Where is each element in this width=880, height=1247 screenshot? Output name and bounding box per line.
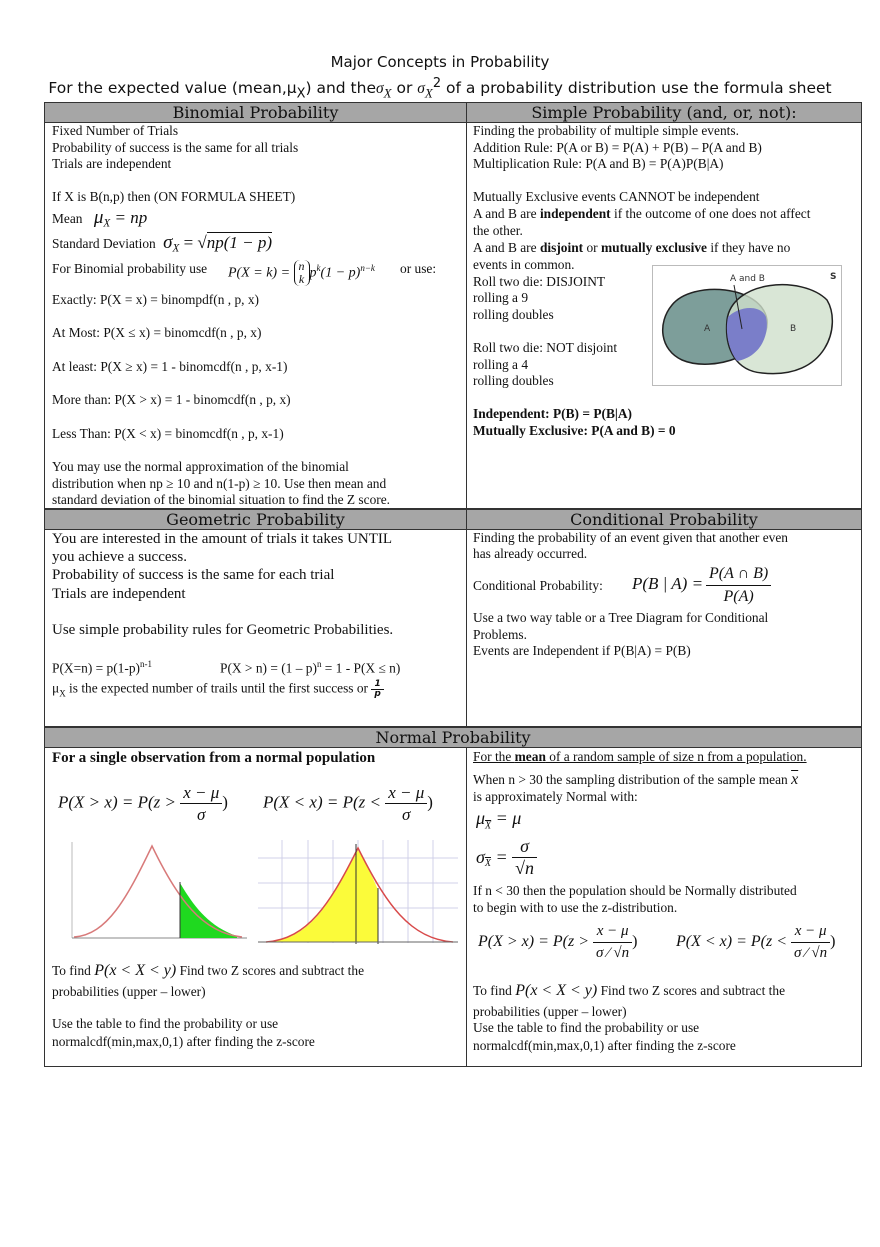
geo-f2b: n [316, 659, 322, 669]
binomial-lessthan: Less Than: P(X < x) = binomcdf(n , p, x-1) [52, 426, 284, 441]
mu-symbol: μ [93, 207, 104, 228]
nf2-lhs: P(X < x) = P(z < [263, 792, 381, 812]
binomial-exactly: Exactly: P(X = x) = binompdf(n , p, x) [52, 292, 260, 307]
normal-table2: normalcdf(min,max,0,1) after finding the z-score [52, 1034, 315, 1049]
binomial-mean [52, 207, 148, 232]
sigma-symbol: σ [417, 80, 425, 98]
conditional-l3: Use a two way table or a Tree Diagram for Conditional [473, 610, 769, 625]
simple-l12: Roll two die: NOT disjoint [473, 340, 618, 355]
simple-l7a: A and B are [473, 240, 540, 255]
geometric-l2: you achieve a success. [52, 549, 187, 565]
normal-when2: is approximately Normal with: [473, 789, 638, 804]
conditional-l1: Finding the probability of an event given that another even [473, 530, 788, 545]
normal-curve-left-area [258, 838, 460, 950]
sig-eq: σ [476, 847, 485, 867]
binomial-atleast: At least: P(X ≥ x) = 1 - binomcdf(n , p, x-1) [52, 359, 288, 374]
sig-eq-sub: X [484, 858, 491, 870]
sig-den: √n [515, 858, 535, 878]
normal-mu-eq [476, 808, 521, 832]
simple-l10: rolling a 9 [473, 290, 529, 305]
binom-k: k [298, 271, 305, 286]
tofind-a: To find [52, 963, 95, 978]
sd-root: np(1 − p) [206, 233, 273, 252]
binomial-approx2: distribution when np ≥ 10 and n(1-p) ≥ 10. Use then mean and [52, 476, 387, 491]
nf1-rp: ) [222, 792, 228, 812]
binom-n: n [298, 258, 305, 273]
normal-when1 [473, 772, 798, 789]
subtitle-sub: X [296, 86, 306, 102]
tofind-c: Find two Z scores and subtract the [176, 963, 365, 978]
simple-l11: rolling doubles [473, 307, 554, 322]
geo-mu: μ [52, 680, 60, 696]
geo-mu-sub: X [59, 688, 66, 699]
normal-curve-right-tail [52, 838, 250, 950]
g1-rp: ) [632, 933, 638, 951]
conditional-cp-lhs: P(B | A) = [632, 574, 704, 593]
binomial-cell [44, 122, 467, 509]
binomial-atmost: At Most: P(X ≤ x) = binomcdf(n , p, x) [52, 325, 262, 340]
subtitle-part: For the expected value (mean,μ [48, 79, 297, 98]
g2-lhs: P(X < x) = P(z < [676, 933, 788, 951]
mean-label: Mean [52, 211, 83, 226]
geo-f2a: P(X > n) = (1 – p) [220, 660, 317, 676]
simple-l2: Addition Rule: P(A or B) = P(A) + P(B) – P(A and B) [473, 140, 762, 155]
venn-b-label: B [790, 324, 797, 334]
geometric-l3: Probability of success is the same for each trial [52, 567, 335, 583]
geometric-l4: Trials are independent [52, 586, 186, 602]
tofind-b: P(x < X < y) [94, 962, 177, 979]
binomial-l4: If X is B(n,p) then (ON FORMULA SHEET) [52, 189, 296, 204]
page-title: Major Concepts in Probability [330, 53, 550, 71]
normal-g1 [478, 921, 638, 964]
normal-header: Normal Probability [44, 727, 862, 748]
pmf-p: p [309, 265, 317, 281]
g1-den: σ ⁄ √n [596, 945, 630, 961]
cp-numerator: P(A ∩ B) [706, 563, 771, 586]
simple-l4: Mutually Exclusive events CANNOT be independent [473, 189, 760, 204]
binomial-approx1: You may use the normal approximation of the binomial [52, 459, 349, 474]
sig-num: σ [512, 836, 537, 858]
sample-a: For the [473, 749, 515, 764]
geo-f1b: n-1 [140, 659, 152, 669]
conditional-header: Conditional Probability [466, 509, 862, 530]
subtitle-part: or [391, 79, 418, 98]
normal-lt2: to begin with to use the z-distribution. [473, 900, 678, 915]
geometric-header: Geometric Probability [44, 509, 467, 530]
binomial-l1: Fixed Number of Trials [52, 123, 179, 138]
normal-table3: Use the table to find the probability or use [473, 1020, 700, 1035]
simple-l14: rolling doubles [473, 373, 554, 388]
normal-lt1: If n < 30 then the population should be Normally distributed [473, 883, 797, 898]
geometric-f1 [52, 656, 152, 677]
simple-l8: events in common. [473, 257, 575, 272]
geo-mu-text: is the expected number of trails until the first success or [65, 680, 372, 696]
cp-denominator: P(A) [723, 588, 754, 605]
subtitle-sub: X [383, 85, 392, 101]
when1-text: When n > 30 the sampling distribution of the sample mean [473, 772, 792, 787]
normal-f2 [263, 782, 433, 825]
sd-sub: X [172, 242, 180, 255]
mean-sub: X [103, 217, 111, 230]
conditional-l4: Problems. [473, 627, 527, 642]
nf2-den: σ [402, 805, 411, 824]
tofind2-b: P(x < X < y) [515, 982, 598, 999]
nf2-rp: ) [427, 792, 433, 812]
normal-tofind2-d: probabilities (upper – lower) [473, 1004, 627, 1019]
mu-eq-rhs: = μ [491, 808, 522, 828]
sigma-symbol: σ [163, 232, 173, 253]
normal-tofind [52, 963, 364, 980]
sig-eq-rhs: = [491, 847, 513, 867]
venn-s-label: S [830, 272, 837, 282]
simple-l16: Mutually Exclusive: P(A and B) = 0 [473, 423, 676, 438]
geo-f1a: P(X=n) = p(1-p) [52, 660, 140, 676]
normal-tofind-d: probabilities (upper – lower) [52, 984, 206, 999]
binomial-morethan: More than: P(X > x) = 1 - binomcdf(n , p, x) [52, 392, 291, 407]
geo-f2c: = 1 - P(X ≤ n) [321, 660, 401, 676]
geometric-l1: You are interested in the amount of trials it takes UNTIL [52, 531, 393, 547]
nf1-lhs: P(X > x) = P(z > [58, 792, 176, 812]
subtitle-sup: 2 [432, 76, 442, 91]
g2-den: σ ⁄ √n [794, 945, 828, 961]
binomial-header: Binomial Probability [44, 102, 467, 123]
mu-eq-sub: X [485, 820, 492, 832]
geo-frac-num: 1 [371, 680, 383, 690]
simple-header: Simple Probability (and, or, not): [466, 102, 862, 123]
normal-sig-eq [476, 836, 537, 879]
simple-l13: rolling a 4 [473, 357, 529, 372]
tofind2-c: Find two Z scores and subtract the [597, 983, 786, 998]
subtitle-sub: X [424, 85, 433, 101]
geometric-f2 [220, 656, 400, 677]
mean-rhs: = np [110, 208, 148, 227]
conditional-cp-frac [706, 563, 771, 608]
normal-tofind2 [473, 983, 785, 1000]
geometric-mu [52, 680, 384, 702]
simple-l1: Finding the probability of multiple simple events. [473, 123, 739, 138]
binomial-formula [228, 258, 375, 286]
normal-table4: normalcdf(min,max,0,1) after finding the z-score [473, 1038, 736, 1053]
xbar-symbol: $\overline{x}$ [791, 771, 799, 788]
normal-f1 [58, 782, 228, 825]
simple-l5b: independent [539, 206, 611, 221]
geometric-l5: Use simple probability rules for Geometric Probabilities. [52, 622, 394, 638]
page-subtitle [0, 76, 880, 101]
pmf-exp: n−k [360, 263, 375, 273]
normal-single: For a single observation from a normal population [52, 750, 376, 766]
simple-l7e: if they have no [706, 240, 791, 255]
simple-l5c: if the outcome of one does not affect [610, 206, 811, 221]
mu-eq: μ [476, 808, 486, 828]
binomial-sd [52, 232, 273, 257]
subtitle-part: of a probability distribution use the formula sheet [441, 79, 832, 98]
simple-l9: Roll two die: DISJOINT [473, 274, 606, 289]
simple-l7d: mutually exclusive [600, 240, 707, 255]
pmf-lhs: P(X = k) = [228, 265, 294, 281]
g1-lhs: P(X > x) = P(z > [478, 933, 590, 951]
simple-l7 [473, 240, 790, 257]
venn-diagram [652, 265, 842, 386]
binomial-prob-label: For Binomial probability use [52, 261, 208, 276]
nf1-den: σ [197, 805, 206, 824]
binomial-l2: Probability of success is the same for all trials [52, 140, 299, 155]
sd-rhs: = √ [179, 233, 207, 252]
nf1-num: x − μ [180, 782, 222, 804]
simple-l6: the other. [473, 223, 523, 238]
simple-l3: Multiplication Rule: P(A and B) = P(A)P(B|A) [473, 156, 724, 171]
normal-sample [473, 749, 807, 766]
venn-ab-label: A and B [730, 274, 765, 284]
normal-table1: Use the table to find the probability or use [52, 1016, 279, 1031]
simple-l7b: disjoint [539, 240, 584, 255]
pmf-exp-k: k [316, 263, 321, 273]
binomial-approx3: standard deviation of the binomial situation to find the Z score. [52, 492, 391, 507]
conditional-cp-label: Conditional Probability: [473, 578, 603, 593]
normal-g2 [676, 921, 836, 964]
g2-rp: ) [830, 933, 836, 951]
sample-b: mean [514, 749, 546, 764]
conditional-l5: Events are Independent if P(B|A) = P(B) [473, 643, 691, 658]
sigma-symbol: σ [376, 80, 384, 98]
g1-num: x − μ [593, 921, 632, 943]
sample-c: of a random sample of size n from a population. [545, 749, 807, 764]
venn-a-label: A [704, 324, 711, 334]
binomial-or: or use: [400, 261, 437, 276]
binomial-l3: Trials are independent [52, 156, 172, 171]
simple-l15: Independent: P(B) = P(B|A) [473, 406, 632, 421]
simple-l7c: or [583, 240, 601, 255]
tofind2-a: To find [473, 983, 516, 998]
g2-num: x − μ [791, 921, 830, 943]
sd-label: Standard Deviation [52, 236, 156, 251]
subtitle-part: ) and the [305, 79, 376, 98]
nf2-num: x − μ [385, 782, 427, 804]
simple-l5 [473, 206, 810, 223]
pmf-mid: (1 − p) [320, 265, 361, 281]
conditional-l2: has already occurred. [473, 546, 588, 561]
simple-l5a: A and B are [473, 206, 540, 221]
geo-frac-den: p [374, 689, 381, 699]
